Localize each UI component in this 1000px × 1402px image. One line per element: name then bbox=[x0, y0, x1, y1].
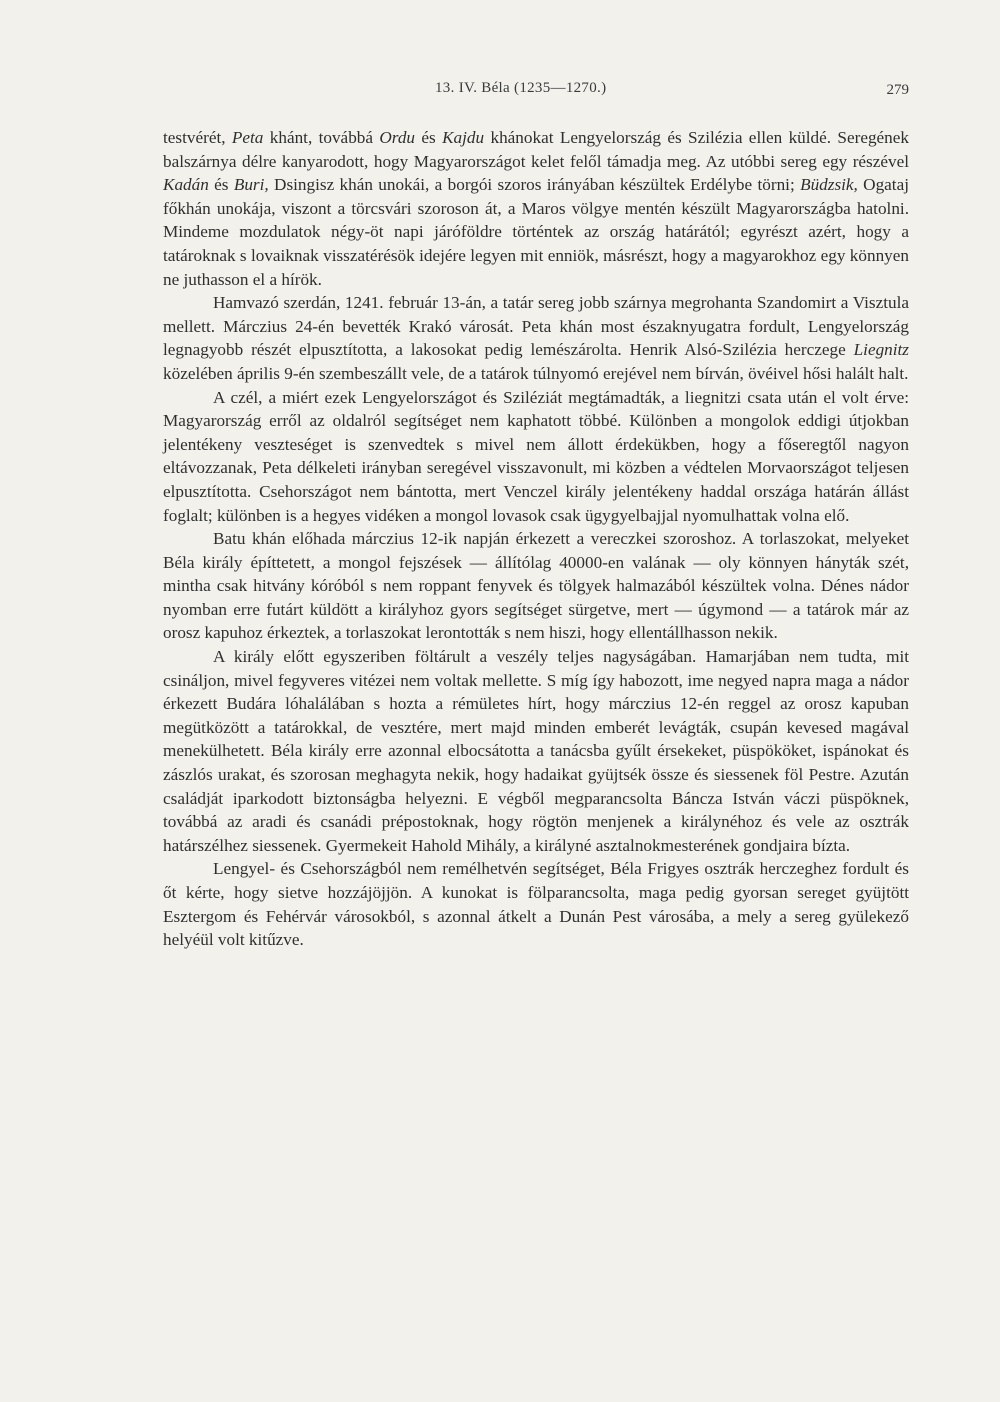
paragraph-4 bbox=[163, 527, 909, 645]
text-run: és bbox=[415, 128, 443, 147]
running-head bbox=[163, 76, 909, 102]
italic-name: Liegnitz bbox=[853, 340, 909, 360]
text-run: és bbox=[208, 175, 234, 195]
text-run: A czél, a miért ezek Lengyelországot és Sziléziát megtámadták, a liegnitzi csata után el volt érve: Magyarország erről az oldalról segítséget nem kaphatott többé. Különben a mongolok eddigi útjokban jelentékeny veszteséget is szenvedtek s mivel nem állott érdekükben, hogy a főseregtől nagyon eltávozzanak, Peta délkeleti irányban seregével visszavonult, mi közben a védtelen Morvaországot teljesen elpusztította. Csehországot nem bántotta, mert Venczel király jelentékeny haddal országa határán állást foglalt; különben is a hegyes vidéken a mongol lovasok csak ügygyelbajjal nyomulhattak volna elő. bbox=[163, 387, 909, 525]
paragraph-1 bbox=[163, 126, 909, 291]
text-run: khánokat Lengyelország és Szilézia ellen küldé. Seregének balszárnya délre kanyarodott, hogy Magyarországot kelet felől támadja meg. Az utóbbi sereg egy részével bbox=[163, 128, 909, 171]
italic-name: Kadán bbox=[163, 175, 209, 195]
text-run: Ogataj főkhán unokája, viszont a törcsvári szoroson át, a Maros völgye mentén készült Magyarországba hatolni. Mindeme mozdulatok négy-öt napi járóföldre történtek az ország határától; egyrészt azért, hogy a tatároknak s lovaiknak visszatérésök idejére legyen mit enniök, másrészt, hogy a magyarokhoz egy könnyen ne juthasson el a hírök. bbox=[163, 175, 909, 289]
text-run: testvérét, bbox=[163, 128, 232, 147]
text-run: Batu khán előhada márczius 12-ik napján érkezett a vereczkei szoroshoz. A torlaszokat, melyeket Béla király építtetett, a mongol fejszések — állítólag 40000-en valának — oly könnyen hányták szét, mintha csak hitvány kóróból s nem roppant fenyvek és tölgyek halmazából készültek volna. Dénes nádor nyomban erre futárt küldött a királyhoz gyors segítséget sürgetve, mert — úgymond — a tatárok már az orosz kapuhoz érkeztek, a torlaszokat lerontották s nem hiszi, hogy ellentállhasson nekik. bbox=[163, 529, 909, 643]
text-run: Dsingisz khán unokái, a borgói szoros irányában készültek Erdélybe törni; bbox=[268, 175, 801, 195]
italic-name: Ordu bbox=[379, 128, 416, 147]
text-run: A király előtt egyszeriben föltárult a veszély teljes nagyságában. Hamarjában nem tudta, mit csináljon, mivel fegyveres vitézei nem voltak mellette. S míg így habozott, ime negyed napra maga a nádor érkezett Budára lóhalálában s hozta a rémületes hírt, hogy márczius 12-én reggel az orosz kapuban megütközött a tatárokkal, de vesztére, mert majd minden emberét levágták, csupán kevesed magával menekülhetett. Béla király erre azonnal elbocsátotta a tanácsba gyűlt érsekeket, püspököket, ispánokat és zászlós urakat, és szorosan meghagyta nekik, hogy hadaikat gyüjtsék össze és siessenek föl Pestre. Azután családját iparkodott biztonságba helyezni. E végből megparancsolta Báncza István váczi püspöknek, továbbá az aradi és csanádi prépostoknak, hogy rögtön menjenek a királynéhoz és vele az osztrák határszélhez siessenek. Gyermekeit Hahold Mihály, a királyné asztalnokmesterének gondjaira bízta. bbox=[163, 647, 909, 855]
body-text bbox=[163, 126, 909, 952]
paragraph-6 bbox=[163, 857, 909, 951]
text-run: khánt, továbbá bbox=[263, 128, 380, 147]
italic-name: Buri, bbox=[233, 175, 269, 195]
text-run: Hamvazó szerdán, 1241. február 13-án, a tatár sereg jobb szárnya megrohanta Szandomirt a Visztula mellett. Márczius 24-én bevették Krakó városát. Peta khán most északnyugatra fordult, Lengyelország legnagyobb részét elpusztította, a lakosokat pedig lemészárolta. Henrik Alsó-Szilézia herczege bbox=[163, 293, 909, 360]
italic-name: Peta bbox=[231, 128, 264, 147]
text-run: Lengyel- és Csehországból nem remélhetvén segítséget, Béla Frigyes osztrák herczeghez fordult és őt kérte, hogy sietve hozzájöjjön. A kunokat is fölparancsolta, maga pedig gyorsan sereget gyüjtött Esztergom és Fehérvár városokból, s azonnal átkelt a Dunán Pest városába, a mely a sereg gyülekező helyéül volt kitűzve. bbox=[163, 859, 909, 950]
paragraph-5 bbox=[163, 645, 909, 857]
page-number: 279 bbox=[886, 82, 909, 98]
paragraph-3 bbox=[163, 386, 909, 528]
paragraph-2 bbox=[163, 291, 909, 385]
text-run: közelében április 9-én szembeszállt vele, de a tatárok túlnyomó erejével nem bírván, övéivel hősi halált halt. bbox=[163, 363, 909, 383]
italic-name: Kajdu bbox=[442, 128, 485, 147]
italic-name: Büdzsik, bbox=[800, 175, 858, 195]
chapter-heading: 13. IV. Béla (1235—1270.) bbox=[435, 80, 607, 96]
